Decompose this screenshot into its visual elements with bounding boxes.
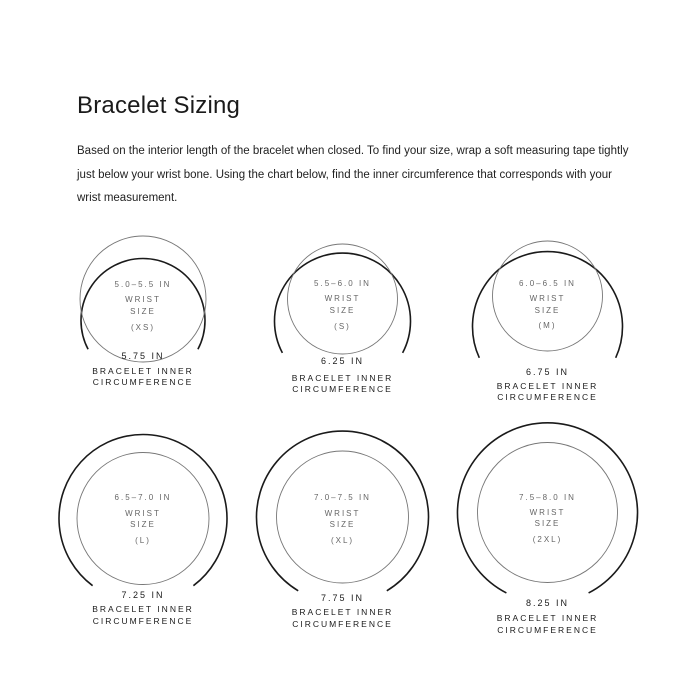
page-title: Bracelet Sizing [77, 92, 241, 119]
wrist-range: 6.5–7.0 IN [114, 493, 172, 502]
wrist-word: WRIST [529, 294, 566, 303]
wrist-range: 7.0–7.5 IN [314, 493, 371, 502]
size-code: (XS) [131, 323, 155, 332]
size-card-l [59, 435, 227, 626]
circumference-label-line2: CIRCUMFERENCE [497, 392, 598, 402]
wrist-inner-ring [77, 453, 209, 585]
wrist-range: 5.0–5.5 IN [114, 280, 172, 289]
size-word: SIZE [329, 306, 356, 315]
size-word: SIZE [534, 306, 561, 315]
wrist-word: WRIST [125, 509, 161, 518]
circumference-label-line1: BRACELET INNER [92, 604, 194, 614]
inner-circumference-value: 7.25 IN [121, 590, 165, 600]
size-card-xl [257, 431, 429, 629]
circumference-label-line2: CIRCUMFERENCE [92, 377, 194, 387]
wrist-word: WRIST [125, 295, 161, 304]
inner-circumference-value: 5.75 IN [121, 351, 165, 361]
size-word: SIZE [329, 520, 356, 529]
size-word: SIZE [130, 520, 156, 529]
circumference-label-line1: BRACELET INNER [92, 366, 194, 376]
circumference-label-line1: BRACELET INNER [496, 613, 599, 623]
size-card-s [275, 244, 411, 394]
size-card-m [472, 241, 622, 402]
wrist-range: 7.5–8.0 IN [519, 493, 576, 502]
size-card-2xl [458, 423, 638, 635]
size-code: (S) [334, 322, 351, 331]
size-card-xs [80, 236, 206, 387]
circumference-label-line2: CIRCUMFERENCE [497, 625, 598, 635]
size-code: (L) [135, 536, 151, 545]
size-code: (XL) [330, 536, 355, 545]
inner-circumference-value: 8.25 IN [525, 598, 570, 608]
circumference-label-line1: BRACELET INNER [291, 373, 394, 383]
circumference-label-line2: CIRCUMFERENCE [292, 619, 393, 629]
sizing-instructions: Based on the interior length of the bracelet when closed. To find your size, wrap a soft measuring tape tightly just below your wrist bone. Using the chart below, find the inner circumference that corresponds with your wrist measurement. [77, 145, 629, 204]
circumference-label-line1: BRACELET INNER [291, 607, 394, 617]
inner-circumference-value: 6.75 IN [525, 367, 570, 377]
wrist-range: 5.5–6.0 IN [314, 279, 371, 288]
size-word: SIZE [534, 519, 561, 528]
wrist-range: 6.0–6.5 IN [519, 279, 576, 288]
wrist-word: WRIST [529, 508, 566, 517]
bracelet-outer-ring [472, 252, 622, 358]
circumference-label-line2: CIRCUMFERENCE [292, 384, 393, 394]
inner-circumference-value: 7.75 IN [320, 593, 365, 603]
size-code: (2XL) [532, 535, 563, 544]
size-word: SIZE [130, 307, 156, 316]
wrist-word: WRIST [324, 509, 361, 518]
wrist-word: WRIST [324, 294, 361, 303]
size-code: (M) [538, 321, 557, 330]
circumference-label-line1: BRACELET INNER [496, 381, 599, 391]
inner-circumference-value: 6.25 IN [320, 356, 365, 366]
circumference-label-line2: CIRCUMFERENCE [92, 616, 194, 626]
